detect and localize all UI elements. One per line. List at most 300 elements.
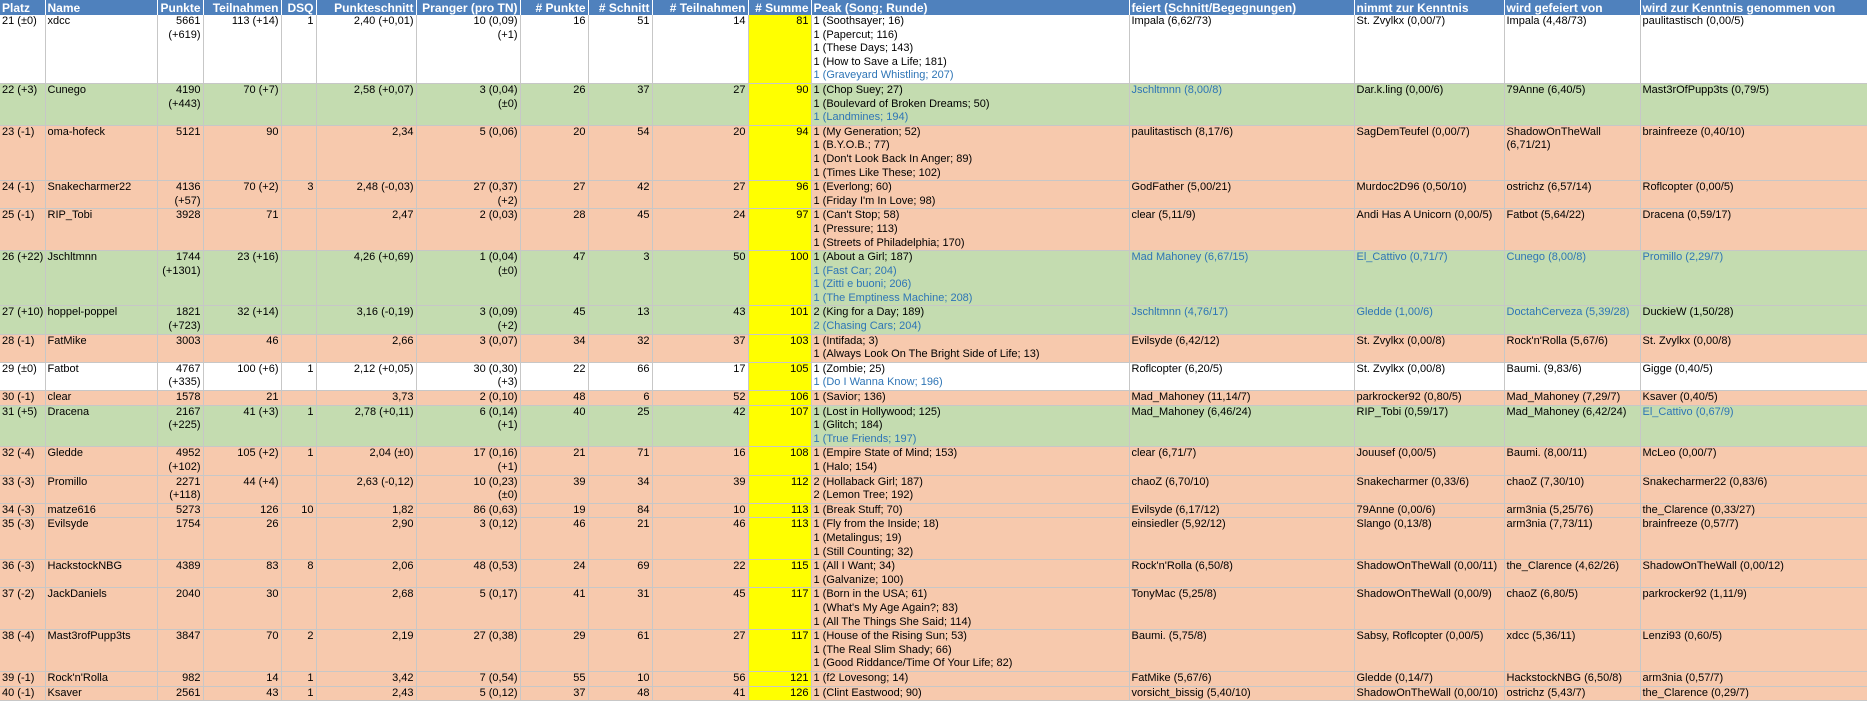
feiert-cell[interactable] <box>1129 560 1354 588</box>
rank-summe-cell[interactable] <box>748 503 811 518</box>
pranger-cell[interactable] <box>416 125 520 180</box>
wird-zur-kenntnis-genommen-cell[interactable] <box>1640 362 1867 390</box>
wird-zur-kenntnis-genommen-cell[interactable] <box>1640 251 1867 306</box>
peak-cell[interactable] <box>811 391 1129 406</box>
feiert-cell[interactable] <box>1129 83 1354 125</box>
teilnahmen-cell[interactable] <box>203 391 281 406</box>
peak-cell[interactable] <box>811 518 1129 560</box>
peak-cell[interactable] <box>811 306 1129 334</box>
peak-cell[interactable] <box>811 588 1129 630</box>
rank-schnitt-cell[interactable] <box>588 15 652 83</box>
platz-cell[interactable] <box>0 15 45 83</box>
punkteschnitt-cell[interactable] <box>316 251 416 306</box>
rank-summe-cell[interactable] <box>748 686 811 701</box>
wird-zur-kenntnis-genommen-cell[interactable] <box>1640 306 1867 334</box>
dsq-cell[interactable] <box>281 686 316 701</box>
wird-gefeiert-von-cell[interactable] <box>1504 125 1640 180</box>
rank-schnitt-cell[interactable] <box>588 503 652 518</box>
table-row[interactable] <box>0 83 1867 125</box>
wird-gefeiert-von-cell[interactable] <box>1504 209 1640 251</box>
rank-schnitt-cell[interactable] <box>588 125 652 180</box>
name-cell[interactable] <box>45 686 157 701</box>
rank-teilnahmen-cell[interactable] <box>652 209 748 251</box>
punkte-cell[interactable] <box>157 209 203 251</box>
nimmt-zur-kenntnis-cell[interactable] <box>1354 518 1504 560</box>
platz-cell[interactable] <box>0 181 45 209</box>
punkte-cell[interactable] <box>157 671 203 686</box>
peak-cell[interactable] <box>811 251 1129 306</box>
pranger-cell[interactable] <box>416 560 520 588</box>
teilnahmen-cell[interactable] <box>203 15 281 83</box>
rank-teilnahmen-cell[interactable] <box>652 630 748 672</box>
wird-gefeiert-von-cell[interactable] <box>1504 391 1640 406</box>
dsq-cell[interactable] <box>281 405 316 447</box>
rank-punkte-cell[interactable] <box>520 181 588 209</box>
platz-cell[interactable] <box>0 588 45 630</box>
punkte-cell[interactable] <box>157 251 203 306</box>
peak-cell[interactable] <box>811 334 1129 362</box>
wird-gefeiert-von-cell[interactable] <box>1504 405 1640 447</box>
dsq-cell[interactable] <box>281 518 316 560</box>
teilnahmen-cell[interactable] <box>203 630 281 672</box>
column-header[interactable]: DSQ <box>281 0 316 15</box>
wird-gefeiert-von-cell[interactable] <box>1504 686 1640 701</box>
rank-summe-cell[interactable] <box>748 560 811 588</box>
pranger-cell[interactable] <box>416 391 520 406</box>
punkte-cell[interactable] <box>157 560 203 588</box>
feiert-cell[interactable] <box>1129 686 1354 701</box>
dsq-cell[interactable] <box>281 671 316 686</box>
punkte-cell[interactable] <box>157 362 203 390</box>
feiert-cell[interactable] <box>1129 518 1354 560</box>
nimmt-zur-kenntnis-cell[interactable] <box>1354 362 1504 390</box>
pranger-cell[interactable] <box>416 447 520 475</box>
pranger-cell[interactable] <box>416 503 520 518</box>
rank-teilnahmen-cell[interactable] <box>652 125 748 180</box>
rank-punkte-cell[interactable] <box>520 671 588 686</box>
wird-gefeiert-von-cell[interactable] <box>1504 251 1640 306</box>
name-cell[interactable] <box>45 405 157 447</box>
punkteschnitt-cell[interactable] <box>316 15 416 83</box>
name-cell[interactable] <box>45 630 157 672</box>
table-row[interactable] <box>0 686 1867 701</box>
table-row[interactable] <box>0 560 1867 588</box>
rank-schnitt-cell[interactable] <box>588 362 652 390</box>
rank-punkte-cell[interactable] <box>520 560 588 588</box>
name-cell[interactable] <box>45 560 157 588</box>
column-header[interactable]: Peak (Song; Runde) <box>811 0 1129 15</box>
platz-cell[interactable] <box>0 560 45 588</box>
dsq-cell[interactable] <box>281 251 316 306</box>
name-cell[interactable] <box>45 447 157 475</box>
pranger-cell[interactable] <box>416 405 520 447</box>
rank-punkte-cell[interactable] <box>520 475 588 503</box>
table-row[interactable] <box>0 671 1867 686</box>
column-header[interactable]: # Schnitt <box>588 0 652 15</box>
rank-schnitt-cell[interactable] <box>588 181 652 209</box>
platz-cell[interactable] <box>0 447 45 475</box>
nimmt-zur-kenntnis-cell[interactable] <box>1354 447 1504 475</box>
punkte-cell[interactable] <box>157 125 203 180</box>
rank-summe-cell[interactable] <box>748 209 811 251</box>
platz-cell[interactable] <box>0 518 45 560</box>
platz-cell[interactable] <box>0 630 45 672</box>
column-header[interactable]: wird gefeiert von <box>1504 0 1640 15</box>
feiert-cell[interactable] <box>1129 362 1354 390</box>
punkte-cell[interactable] <box>157 83 203 125</box>
dsq-cell[interactable] <box>281 83 316 125</box>
wird-zur-kenntnis-genommen-cell[interactable] <box>1640 83 1867 125</box>
name-cell[interactable] <box>45 209 157 251</box>
name-cell[interactable] <box>45 251 157 306</box>
rank-schnitt-cell[interactable] <box>588 475 652 503</box>
wird-zur-kenntnis-genommen-cell[interactable] <box>1640 405 1867 447</box>
platz-cell[interactable] <box>0 503 45 518</box>
dsq-cell[interactable] <box>281 447 316 475</box>
punkte-cell[interactable] <box>157 15 203 83</box>
name-cell[interactable] <box>45 671 157 686</box>
rank-summe-cell[interactable] <box>748 306 811 334</box>
platz-cell[interactable] <box>0 671 45 686</box>
teilnahmen-cell[interactable] <box>203 334 281 362</box>
table-row[interactable] <box>0 362 1867 390</box>
platz-cell[interactable] <box>0 334 45 362</box>
wird-gefeiert-von-cell[interactable] <box>1504 518 1640 560</box>
rank-summe-cell[interactable] <box>748 15 811 83</box>
rank-teilnahmen-cell[interactable] <box>652 671 748 686</box>
rank-schnitt-cell[interactable] <box>588 334 652 362</box>
name-cell[interactable] <box>45 503 157 518</box>
pranger-cell[interactable] <box>416 251 520 306</box>
table-row[interactable] <box>0 447 1867 475</box>
column-header[interactable]: Punkte <box>157 0 203 15</box>
peak-cell[interactable] <box>811 630 1129 672</box>
rank-schnitt-cell[interactable] <box>588 588 652 630</box>
wird-gefeiert-von-cell[interactable] <box>1504 362 1640 390</box>
rank-teilnahmen-cell[interactable] <box>652 503 748 518</box>
table-row[interactable] <box>0 181 1867 209</box>
nimmt-zur-kenntnis-cell[interactable] <box>1354 181 1504 209</box>
wird-zur-kenntnis-genommen-cell[interactable] <box>1640 518 1867 560</box>
rank-teilnahmen-cell[interactable] <box>652 306 748 334</box>
table-row[interactable] <box>0 334 1867 362</box>
rank-schnitt-cell[interactable] <box>588 671 652 686</box>
punkteschnitt-cell[interactable] <box>316 447 416 475</box>
rank-teilnahmen-cell[interactable] <box>652 251 748 306</box>
nimmt-zur-kenntnis-cell[interactable] <box>1354 306 1504 334</box>
dsq-cell[interactable] <box>281 181 316 209</box>
rank-teilnahmen-cell[interactable] <box>652 518 748 560</box>
punkteschnitt-cell[interactable] <box>316 503 416 518</box>
peak-cell[interactable] <box>811 15 1129 83</box>
rank-teilnahmen-cell[interactable] <box>652 391 748 406</box>
rank-punkte-cell[interactable] <box>520 334 588 362</box>
name-cell[interactable] <box>45 306 157 334</box>
wird-zur-kenntnis-genommen-cell[interactable] <box>1640 588 1867 630</box>
rank-summe-cell[interactable] <box>748 251 811 306</box>
table-row[interactable] <box>0 475 1867 503</box>
wird-zur-kenntnis-genommen-cell[interactable] <box>1640 447 1867 475</box>
dsq-cell[interactable] <box>281 503 316 518</box>
rank-summe-cell[interactable] <box>748 334 811 362</box>
wird-gefeiert-von-cell[interactable] <box>1504 181 1640 209</box>
wird-gefeiert-von-cell[interactable] <box>1504 475 1640 503</box>
platz-cell[interactable] <box>0 125 45 180</box>
teilnahmen-cell[interactable] <box>203 181 281 209</box>
feiert-cell[interactable] <box>1129 15 1354 83</box>
peak-cell[interactable] <box>811 362 1129 390</box>
punkteschnitt-cell[interactable] <box>316 475 416 503</box>
wird-zur-kenntnis-genommen-cell[interactable] <box>1640 503 1867 518</box>
platz-cell[interactable] <box>0 686 45 701</box>
rank-summe-cell[interactable] <box>748 518 811 560</box>
column-header[interactable]: # Teilnahmen <box>652 0 748 15</box>
rank-summe-cell[interactable] <box>748 671 811 686</box>
punkte-cell[interactable] <box>157 686 203 701</box>
dsq-cell[interactable] <box>281 588 316 630</box>
teilnahmen-cell[interactable] <box>203 671 281 686</box>
wird-zur-kenntnis-genommen-cell[interactable] <box>1640 671 1867 686</box>
column-header[interactable]: wird zur Kenntnis genommen von <box>1640 0 1867 15</box>
name-cell[interactable] <box>45 125 157 180</box>
rank-punkte-cell[interactable] <box>520 518 588 560</box>
pranger-cell[interactable] <box>416 475 520 503</box>
nimmt-zur-kenntnis-cell[interactable] <box>1354 560 1504 588</box>
rank-summe-cell[interactable] <box>748 405 811 447</box>
rank-teilnahmen-cell[interactable] <box>652 362 748 390</box>
wird-zur-kenntnis-genommen-cell[interactable] <box>1640 209 1867 251</box>
rank-punkte-cell[interactable] <box>520 362 588 390</box>
punkte-cell[interactable] <box>157 391 203 406</box>
dsq-cell[interactable] <box>281 306 316 334</box>
wird-gefeiert-von-cell[interactable] <box>1504 447 1640 475</box>
column-header[interactable]: Pranger (pro TN) <box>416 0 520 15</box>
feiert-cell[interactable] <box>1129 630 1354 672</box>
pranger-cell[interactable] <box>416 83 520 125</box>
column-header[interactable]: Punkteschnitt <box>316 0 416 15</box>
column-header[interactable]: # Summe <box>748 0 811 15</box>
rank-teilnahmen-cell[interactable] <box>652 334 748 362</box>
name-cell[interactable] <box>45 391 157 406</box>
rank-teilnahmen-cell[interactable] <box>652 181 748 209</box>
rank-punkte-cell[interactable] <box>520 588 588 630</box>
column-header[interactable]: nimmt zur Kenntnis <box>1354 0 1504 15</box>
pranger-cell[interactable] <box>416 588 520 630</box>
rank-punkte-cell[interactable] <box>520 391 588 406</box>
table-row[interactable] <box>0 405 1867 447</box>
peak-cell[interactable] <box>811 671 1129 686</box>
pranger-cell[interactable] <box>416 306 520 334</box>
rank-summe-cell[interactable] <box>748 630 811 672</box>
rank-schnitt-cell[interactable] <box>588 560 652 588</box>
column-header[interactable]: feiert (Schnitt/Begegnungen) <box>1129 0 1354 15</box>
table-row[interactable] <box>0 125 1867 180</box>
punkteschnitt-cell[interactable] <box>316 671 416 686</box>
table-row[interactable] <box>0 630 1867 672</box>
rank-teilnahmen-cell[interactable] <box>652 475 748 503</box>
teilnahmen-cell[interactable] <box>203 560 281 588</box>
dsq-cell[interactable] <box>281 125 316 180</box>
punkteschnitt-cell[interactable] <box>316 334 416 362</box>
pranger-cell[interactable] <box>416 630 520 672</box>
table-row[interactable] <box>0 209 1867 251</box>
punkte-cell[interactable] <box>157 447 203 475</box>
pranger-cell[interactable] <box>416 181 520 209</box>
rank-punkte-cell[interactable] <box>520 209 588 251</box>
dsq-cell[interactable] <box>281 209 316 251</box>
feiert-cell[interactable] <box>1129 334 1354 362</box>
rank-punkte-cell[interactable] <box>520 630 588 672</box>
teilnahmen-cell[interactable] <box>203 83 281 125</box>
pranger-cell[interactable] <box>416 15 520 83</box>
punkteschnitt-cell[interactable] <box>316 391 416 406</box>
nimmt-zur-kenntnis-cell[interactable] <box>1354 671 1504 686</box>
punkteschnitt-cell[interactable] <box>316 125 416 180</box>
teilnahmen-cell[interactable] <box>203 306 281 334</box>
rank-schnitt-cell[interactable] <box>588 83 652 125</box>
wird-gefeiert-von-cell[interactable] <box>1504 306 1640 334</box>
name-cell[interactable] <box>45 15 157 83</box>
rank-teilnahmen-cell[interactable] <box>652 15 748 83</box>
wird-gefeiert-von-cell[interactable] <box>1504 15 1640 83</box>
feiert-cell[interactable] <box>1129 391 1354 406</box>
nimmt-zur-kenntnis-cell[interactable] <box>1354 334 1504 362</box>
rank-summe-cell[interactable] <box>748 83 811 125</box>
name-cell[interactable] <box>45 83 157 125</box>
peak-cell[interactable] <box>811 475 1129 503</box>
pranger-cell[interactable] <box>416 209 520 251</box>
dsq-cell[interactable] <box>281 630 316 672</box>
punkte-cell[interactable] <box>157 405 203 447</box>
rank-summe-cell[interactable] <box>748 447 811 475</box>
punkteschnitt-cell[interactable] <box>316 588 416 630</box>
feiert-cell[interactable] <box>1129 209 1354 251</box>
wird-zur-kenntnis-genommen-cell[interactable] <box>1640 125 1867 180</box>
teilnahmen-cell[interactable] <box>203 405 281 447</box>
punkte-cell[interactable] <box>157 475 203 503</box>
wird-gefeiert-von-cell[interactable] <box>1504 630 1640 672</box>
peak-cell[interactable] <box>811 686 1129 701</box>
peak-cell[interactable] <box>811 181 1129 209</box>
wird-zur-kenntnis-genommen-cell[interactable] <box>1640 630 1867 672</box>
pranger-cell[interactable] <box>416 671 520 686</box>
wird-gefeiert-von-cell[interactable] <box>1504 588 1640 630</box>
wird-gefeiert-von-cell[interactable] <box>1504 503 1640 518</box>
rank-schnitt-cell[interactable] <box>588 209 652 251</box>
feiert-cell[interactable] <box>1129 405 1354 447</box>
table-row[interactable] <box>0 503 1867 518</box>
pranger-cell[interactable] <box>416 334 520 362</box>
rank-summe-cell[interactable] <box>748 588 811 630</box>
peak-cell[interactable] <box>811 83 1129 125</box>
wird-gefeiert-von-cell[interactable] <box>1504 334 1640 362</box>
wird-zur-kenntnis-genommen-cell[interactable] <box>1640 560 1867 588</box>
rank-schnitt-cell[interactable] <box>588 447 652 475</box>
wird-zur-kenntnis-genommen-cell[interactable] <box>1640 334 1867 362</box>
pranger-cell[interactable] <box>416 362 520 390</box>
feiert-cell[interactable] <box>1129 588 1354 630</box>
punkteschnitt-cell[interactable] <box>316 560 416 588</box>
name-cell[interactable] <box>45 181 157 209</box>
table-row[interactable] <box>0 251 1867 306</box>
wird-zur-kenntnis-genommen-cell[interactable] <box>1640 15 1867 83</box>
wird-gefeiert-von-cell[interactable] <box>1504 83 1640 125</box>
feiert-cell[interactable] <box>1129 447 1354 475</box>
rank-teilnahmen-cell[interactable] <box>652 560 748 588</box>
peak-cell[interactable] <box>811 503 1129 518</box>
rank-schnitt-cell[interactable] <box>588 306 652 334</box>
rank-schnitt-cell[interactable] <box>588 251 652 306</box>
punkteschnitt-cell[interactable] <box>316 686 416 701</box>
dsq-cell[interactable] <box>281 334 316 362</box>
name-cell[interactable] <box>45 518 157 560</box>
punkteschnitt-cell[interactable] <box>316 83 416 125</box>
table-row[interactable] <box>0 588 1867 630</box>
rank-punkte-cell[interactable] <box>520 447 588 475</box>
wird-zur-kenntnis-genommen-cell[interactable] <box>1640 181 1867 209</box>
column-header[interactable]: # Punkte <box>520 0 588 15</box>
rank-punkte-cell[interactable] <box>520 306 588 334</box>
punkte-cell[interactable] <box>157 181 203 209</box>
table-row[interactable] <box>0 391 1867 406</box>
rank-teilnahmen-cell[interactable] <box>652 686 748 701</box>
teilnahmen-cell[interactable] <box>203 588 281 630</box>
dsq-cell[interactable] <box>281 15 316 83</box>
nimmt-zur-kenntnis-cell[interactable] <box>1354 503 1504 518</box>
punkte-cell[interactable] <box>157 334 203 362</box>
name-cell[interactable] <box>45 334 157 362</box>
rank-punkte-cell[interactable] <box>520 83 588 125</box>
punkte-cell[interactable] <box>157 588 203 630</box>
punkteschnitt-cell[interactable] <box>316 362 416 390</box>
rank-summe-cell[interactable] <box>748 181 811 209</box>
column-header[interactable]: Name <box>45 0 157 15</box>
nimmt-zur-kenntnis-cell[interactable] <box>1354 405 1504 447</box>
wird-zur-kenntnis-genommen-cell[interactable] <box>1640 391 1867 406</box>
rank-punkte-cell[interactable] <box>520 503 588 518</box>
wird-gefeiert-von-cell[interactable] <box>1504 560 1640 588</box>
nimmt-zur-kenntnis-cell[interactable] <box>1354 588 1504 630</box>
punkteschnitt-cell[interactable] <box>316 630 416 672</box>
feiert-cell[interactable] <box>1129 125 1354 180</box>
peak-cell[interactable] <box>811 405 1129 447</box>
rank-schnitt-cell[interactable] <box>588 630 652 672</box>
table-row[interactable] <box>0 518 1867 560</box>
name-cell[interactable] <box>45 475 157 503</box>
platz-cell[interactable] <box>0 209 45 251</box>
nimmt-zur-kenntnis-cell[interactable] <box>1354 391 1504 406</box>
teilnahmen-cell[interactable] <box>203 251 281 306</box>
rank-punkte-cell[interactable] <box>520 251 588 306</box>
pranger-cell[interactable] <box>416 686 520 701</box>
teilnahmen-cell[interactable] <box>203 447 281 475</box>
punkteschnitt-cell[interactable] <box>316 306 416 334</box>
feiert-cell[interactable] <box>1129 503 1354 518</box>
feiert-cell[interactable] <box>1129 671 1354 686</box>
pranger-cell[interactable] <box>416 518 520 560</box>
rank-punkte-cell[interactable] <box>520 405 588 447</box>
column-header[interactable]: Platz <box>0 0 45 15</box>
column-header[interactable]: Teilnahmen <box>203 0 281 15</box>
platz-cell[interactable] <box>0 83 45 125</box>
table-row[interactable] <box>0 15 1867 83</box>
punkte-cell[interactable] <box>157 306 203 334</box>
teilnahmen-cell[interactable] <box>203 503 281 518</box>
rank-punkte-cell[interactable] <box>520 15 588 83</box>
peak-cell[interactable] <box>811 447 1129 475</box>
teilnahmen-cell[interactable] <box>203 686 281 701</box>
punkteschnitt-cell[interactable] <box>316 518 416 560</box>
